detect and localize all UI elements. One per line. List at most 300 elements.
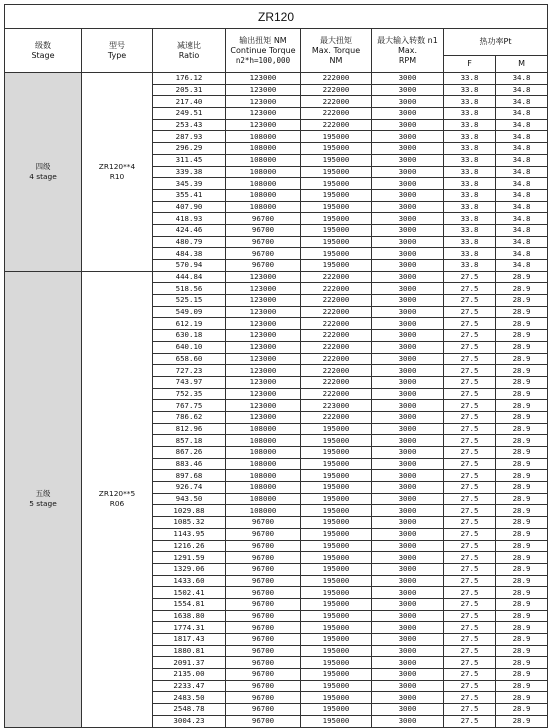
max-speed-cell: 3000 — [372, 447, 444, 459]
max-speed-cell: 3000 — [372, 470, 444, 482]
output-torque-cell: 108000 — [226, 201, 301, 213]
max-torque-cell: 222000 — [301, 306, 372, 318]
max-torque-cell: 195000 — [301, 154, 372, 166]
thermal-f-cell: 27.5 — [444, 283, 496, 295]
output-torque-cell: 123000 — [226, 271, 301, 283]
thermal-m-cell: 34.8 — [496, 131, 548, 143]
max-torque-cell: 222000 — [301, 73, 372, 85]
ratio-cell: 1817.43 — [153, 634, 226, 646]
output-torque-cell: 123000 — [226, 283, 301, 295]
thermal-m-cell: 28.9 — [496, 400, 548, 412]
header-type-cn: 型号 — [109, 40, 125, 50]
max-speed-cell: 3000 — [372, 540, 444, 552]
ratio-cell: 786.62 — [153, 411, 226, 423]
spec-table — [4, 4, 548, 728]
thermal-f-cell: 27.5 — [444, 540, 496, 552]
output-torque-cell: 96700 — [226, 634, 301, 646]
thermal-m-cell: 28.9 — [496, 470, 548, 482]
output-torque-cell: 96700 — [226, 610, 301, 622]
max-speed-cell: 3000 — [372, 400, 444, 412]
output-torque-cell: 123000 — [226, 96, 301, 108]
output-torque-cell: 123000 — [226, 84, 301, 96]
thermal-m-cell: 28.9 — [496, 645, 548, 657]
max-speed-cell: 3000 — [372, 248, 444, 260]
ratio-cell: 570.94 — [153, 260, 226, 272]
thermal-m-cell: 28.9 — [496, 493, 548, 505]
ratio-cell: 355.41 — [153, 189, 226, 201]
header-max-speed — [372, 29, 444, 73]
ratio-cell: 424.46 — [153, 224, 226, 236]
header-stage — [5, 29, 82, 73]
thermal-f-cell: 27.5 — [444, 704, 496, 716]
max-torque-cell: 195000 — [301, 528, 372, 540]
max-speed-cell: 3000 — [372, 610, 444, 622]
ratio-cell: 752.35 — [153, 388, 226, 400]
thermal-f-cell: 27.5 — [444, 563, 496, 575]
header-ratio-cn: 减速比 — [177, 40, 201, 50]
header-ratio — [153, 29, 226, 73]
ratio-cell: 407.90 — [153, 201, 226, 213]
stage-cell — [5, 271, 82, 727]
output-torque-cell: 108000 — [226, 505, 301, 517]
max-torque-cell: 195000 — [301, 552, 372, 564]
max-speed-cell: 3000 — [372, 552, 444, 564]
max-speed-cell: 3000 — [372, 388, 444, 400]
output-torque-cell: 108000 — [226, 189, 301, 201]
max-speed-cell: 3000 — [372, 330, 444, 342]
output-torque-cell: 108000 — [226, 493, 301, 505]
thermal-f-cell: 27.5 — [444, 400, 496, 412]
max-speed-cell: 3000 — [372, 505, 444, 517]
output-torque-cell: 96700 — [226, 715, 301, 727]
max-speed-cell: 3000 — [372, 119, 444, 131]
thermal-f-cell: 27.5 — [444, 505, 496, 517]
max-torque-cell: 195000 — [301, 213, 372, 225]
thermal-m-cell: 28.9 — [496, 587, 548, 599]
header-max-torque-unit: NM — [329, 55, 343, 65]
thermal-m-cell: 34.8 — [496, 73, 548, 85]
max-speed-cell: 3000 — [372, 669, 444, 681]
thermal-m-cell: 34.8 — [496, 154, 548, 166]
thermal-f-cell: 27.5 — [444, 657, 496, 669]
thermal-f-cell: 27.5 — [444, 458, 496, 470]
ratio-cell: 1329.06 — [153, 563, 226, 575]
thermal-f-cell: 27.5 — [444, 622, 496, 634]
thermal-f-cell: 27.5 — [444, 587, 496, 599]
stage-cell — [5, 73, 82, 272]
thermal-f-cell: 27.5 — [444, 353, 496, 365]
max-torque-cell: 195000 — [301, 715, 372, 727]
ratio-cell: 1880.81 — [153, 645, 226, 657]
thermal-m-cell: 28.9 — [496, 341, 548, 353]
ratio-cell: 743.97 — [153, 376, 226, 388]
max-torque-cell: 195000 — [301, 131, 372, 143]
thermal-m-cell: 34.8 — [496, 108, 548, 120]
output-torque-cell: 123000 — [226, 108, 301, 120]
ratio-cell: 287.93 — [153, 131, 226, 143]
thermal-f-cell: 33.8 — [444, 108, 496, 120]
output-torque-cell: 96700 — [226, 213, 301, 225]
thermal-m-cell: 28.9 — [496, 540, 548, 552]
max-speed-cell: 3000 — [372, 435, 444, 447]
thermal-f-cell: 27.5 — [444, 493, 496, 505]
ratio-cell: 296.29 — [153, 143, 226, 155]
thermal-f-cell: 27.5 — [444, 271, 496, 283]
thermal-f-cell: 27.5 — [444, 388, 496, 400]
ratio-cell: 630.18 — [153, 330, 226, 342]
ratio-cell: 217.40 — [153, 96, 226, 108]
ratio-cell: 727.23 — [153, 365, 226, 377]
max-speed-cell: 3000 — [372, 622, 444, 634]
max-speed-cell: 3000 — [372, 213, 444, 225]
max-speed-cell: 3000 — [372, 645, 444, 657]
header-thermal: 热功率Pt — [444, 29, 548, 56]
thermal-m-cell: 34.8 — [496, 201, 548, 213]
header-stage-cn: 级数 — [35, 40, 51, 50]
max-torque-cell: 223000 — [301, 400, 372, 412]
max-torque-cell: 195000 — [301, 236, 372, 248]
output-torque-cell: 123000 — [226, 365, 301, 377]
thermal-f-cell: 27.5 — [444, 680, 496, 692]
output-torque-cell: 108000 — [226, 470, 301, 482]
header-max-speed-en: Max. — [397, 45, 418, 55]
thermal-m-cell: 28.9 — [496, 563, 548, 575]
stage-en: 4 stage — [29, 171, 57, 181]
thermal-m-cell: 28.9 — [496, 517, 548, 529]
thermal-m-cell: 28.9 — [496, 575, 548, 587]
output-torque-cell: 108000 — [226, 423, 301, 435]
thermal-m-cell: 28.9 — [496, 528, 548, 540]
thermal-f-cell: 33.8 — [444, 166, 496, 178]
max-torque-cell: 195000 — [301, 470, 372, 482]
ratio-cell: 1143.95 — [153, 528, 226, 540]
thermal-f-cell: 27.5 — [444, 598, 496, 610]
thermal-m-cell: 28.9 — [496, 330, 548, 342]
max-torque-cell: 195000 — [301, 645, 372, 657]
output-torque-cell: 96700 — [226, 587, 301, 599]
max-torque-cell: 195000 — [301, 178, 372, 190]
thermal-f-cell: 33.8 — [444, 119, 496, 131]
max-torque-cell: 222000 — [301, 108, 372, 120]
thermal-f-cell: 27.5 — [444, 365, 496, 377]
ratio-cell: 311.45 — [153, 154, 226, 166]
max-torque-cell: 222000 — [301, 271, 372, 283]
output-torque-cell: 123000 — [226, 318, 301, 330]
ratio-cell: 3004.23 — [153, 715, 226, 727]
output-torque-cell: 108000 — [226, 178, 301, 190]
header-output-torque — [226, 29, 301, 73]
ratio-cell: 897.68 — [153, 470, 226, 482]
ratio-cell: 1554.81 — [153, 598, 226, 610]
thermal-f-cell: 33.8 — [444, 154, 496, 166]
thermal-m-cell: 34.8 — [496, 96, 548, 108]
max-torque-cell: 195000 — [301, 575, 372, 587]
header-max-speed-unit: RPM — [398, 55, 417, 65]
thermal-f-cell: 27.5 — [444, 447, 496, 459]
thermal-f-cell: 27.5 — [444, 376, 496, 388]
output-torque-cell: 96700 — [226, 704, 301, 716]
output-torque-cell: 96700 — [226, 236, 301, 248]
thermal-m-cell: 28.9 — [496, 365, 548, 377]
max-speed-cell: 3000 — [372, 341, 444, 353]
max-torque-cell: 222000 — [301, 388, 372, 400]
thermal-f-cell: 27.5 — [444, 528, 496, 540]
thermal-m-cell: 28.9 — [496, 692, 548, 704]
max-torque-cell: 222000 — [301, 330, 372, 342]
output-torque-cell: 96700 — [226, 540, 301, 552]
thermal-m-cell: 28.9 — [496, 423, 548, 435]
ratio-cell: 2483.50 — [153, 692, 226, 704]
table-row — [5, 271, 548, 283]
max-speed-cell: 3000 — [372, 84, 444, 96]
output-torque-cell: 96700 — [226, 563, 301, 575]
thermal-m-cell: 28.9 — [496, 622, 548, 634]
max-speed-cell: 3000 — [372, 598, 444, 610]
max-speed-cell: 3000 — [372, 528, 444, 540]
max-torque-cell: 195000 — [301, 610, 372, 622]
thermal-m-cell: 28.9 — [496, 447, 548, 459]
output-torque-cell: 123000 — [226, 400, 301, 412]
output-torque-cell: 96700 — [226, 645, 301, 657]
thermal-f-cell: 27.5 — [444, 341, 496, 353]
ratio-cell: 658.60 — [153, 353, 226, 365]
type-model: ZR120**5 — [98, 489, 136, 499]
max-speed-cell: 3000 — [372, 236, 444, 248]
thermal-f-cell: 33.8 — [444, 73, 496, 85]
max-torque-cell: 222000 — [301, 353, 372, 365]
thermal-f-cell: 27.5 — [444, 423, 496, 435]
thermal-m-cell: 34.8 — [496, 248, 548, 260]
ratio-cell: 926.74 — [153, 482, 226, 494]
output-torque-cell: 123000 — [226, 388, 301, 400]
thermal-m-cell: 28.9 — [496, 598, 548, 610]
output-torque-cell: 108000 — [226, 447, 301, 459]
ratio-cell: 1638.80 — [153, 610, 226, 622]
max-speed-cell: 3000 — [372, 458, 444, 470]
thermal-m-cell: 34.8 — [496, 224, 548, 236]
max-torque-cell: 195000 — [301, 248, 372, 260]
output-torque-cell: 96700 — [226, 224, 301, 236]
max-speed-cell: 3000 — [372, 271, 444, 283]
ratio-cell: 418.93 — [153, 213, 226, 225]
thermal-f-cell: 27.5 — [444, 306, 496, 318]
output-torque-cell: 123000 — [226, 411, 301, 423]
header-output-torque-en: Continue Torque — [230, 45, 296, 55]
max-torque-cell: 222000 — [301, 341, 372, 353]
thermal-f-cell: 33.8 — [444, 260, 496, 272]
output-torque-cell: 96700 — [226, 575, 301, 587]
stage-cn: 五级 — [35, 489, 51, 499]
max-speed-cell: 3000 — [372, 260, 444, 272]
max-speed-cell: 3000 — [372, 131, 444, 143]
ratio-cell: 857.18 — [153, 435, 226, 447]
thermal-f-cell: 27.5 — [444, 610, 496, 622]
output-torque-cell: 96700 — [226, 517, 301, 529]
thermal-m-cell: 28.9 — [496, 435, 548, 447]
ratio-cell: 205.31 — [153, 84, 226, 96]
output-torque-cell: 108000 — [226, 482, 301, 494]
header-ratio-en: Ratio — [178, 50, 200, 60]
max-speed-cell: 3000 — [372, 201, 444, 213]
max-torque-cell: 195000 — [301, 657, 372, 669]
header-max-torque — [301, 29, 372, 73]
max-speed-cell: 3000 — [372, 96, 444, 108]
ratio-cell: 1029.88 — [153, 505, 226, 517]
max-speed-cell: 3000 — [372, 376, 444, 388]
thermal-f-cell: 33.8 — [444, 248, 496, 260]
max-torque-cell: 195000 — [301, 622, 372, 634]
thermal-m-cell: 28.9 — [496, 669, 548, 681]
max-speed-cell: 3000 — [372, 73, 444, 85]
ratio-cell: 767.75 — [153, 400, 226, 412]
thermal-f-cell: 27.5 — [444, 330, 496, 342]
thermal-m-cell: 28.9 — [496, 680, 548, 692]
output-torque-cell: 123000 — [226, 295, 301, 307]
output-torque-cell: 96700 — [226, 622, 301, 634]
max-torque-cell: 222000 — [301, 376, 372, 388]
max-torque-cell: 195000 — [301, 540, 372, 552]
thermal-m-cell: 34.8 — [496, 236, 548, 248]
output-torque-cell: 96700 — [226, 669, 301, 681]
max-speed-cell: 3000 — [372, 493, 444, 505]
thermal-f-cell: 27.5 — [444, 295, 496, 307]
type-model: ZR120**4 — [98, 161, 136, 171]
max-torque-cell: 195000 — [301, 517, 372, 529]
thermal-f-cell: 27.5 — [444, 634, 496, 646]
thermal-f-cell: 33.8 — [444, 213, 496, 225]
ratio-cell: 1433.60 — [153, 575, 226, 587]
max-speed-cell: 3000 — [372, 692, 444, 704]
output-torque-cell: 108000 — [226, 154, 301, 166]
ratio-cell: 339.38 — [153, 166, 226, 178]
thermal-m-cell: 28.9 — [496, 657, 548, 669]
thermal-f-cell: 27.5 — [444, 470, 496, 482]
thermal-m-cell: 28.9 — [496, 610, 548, 622]
header-output-torque-note: n2*h=100,000 — [235, 55, 291, 65]
thermal-m-cell: 28.9 — [496, 306, 548, 318]
max-speed-cell: 3000 — [372, 108, 444, 120]
header-thermal-m: M — [496, 56, 548, 73]
thermal-f-cell: 33.8 — [444, 143, 496, 155]
spec-sheet — [4, 4, 547, 728]
max-speed-cell: 3000 — [372, 423, 444, 435]
max-torque-cell: 222000 — [301, 318, 372, 330]
thermal-m-cell: 28.9 — [496, 634, 548, 646]
max-speed-cell: 3000 — [372, 295, 444, 307]
table-row — [5, 73, 548, 85]
output-torque-cell: 96700 — [226, 598, 301, 610]
ratio-cell: 345.39 — [153, 178, 226, 190]
ratio-cell: 2233.47 — [153, 680, 226, 692]
max-speed-cell: 3000 — [372, 283, 444, 295]
header-max-torque-cn: 最大扭矩 — [320, 35, 352, 45]
output-torque-cell: 96700 — [226, 552, 301, 564]
max-speed-cell: 3000 — [372, 306, 444, 318]
ratio-cell: 549.09 — [153, 306, 226, 318]
stage-cn: 四级 — [35, 161, 51, 171]
max-torque-cell: 195000 — [301, 458, 372, 470]
max-torque-cell: 222000 — [301, 119, 372, 131]
thermal-m-cell: 28.9 — [496, 552, 548, 564]
thermal-f-cell: 27.5 — [444, 411, 496, 423]
max-torque-cell: 195000 — [301, 423, 372, 435]
header-output-torque-cn: 输出扭矩 NM — [239, 35, 287, 45]
output-torque-cell: 96700 — [226, 260, 301, 272]
max-torque-cell: 195000 — [301, 505, 372, 517]
max-torque-cell: 222000 — [301, 411, 372, 423]
thermal-m-cell: 34.8 — [496, 178, 548, 190]
max-torque-cell: 195000 — [301, 447, 372, 459]
thermal-f-cell: 27.5 — [444, 575, 496, 587]
thermal-m-cell: 34.8 — [496, 166, 548, 178]
thermal-m-cell: 28.9 — [496, 271, 548, 283]
max-speed-cell: 3000 — [372, 517, 444, 529]
max-torque-cell: 195000 — [301, 669, 372, 681]
max-speed-cell: 3000 — [372, 704, 444, 716]
thermal-m-cell: 28.9 — [496, 704, 548, 716]
thermal-m-cell: 28.9 — [496, 283, 548, 295]
ratio-cell: 1216.26 — [153, 540, 226, 552]
max-torque-cell: 195000 — [301, 482, 372, 494]
max-torque-cell: 195000 — [301, 692, 372, 704]
thermal-m-cell: 28.9 — [496, 376, 548, 388]
output-torque-cell: 123000 — [226, 341, 301, 353]
thermal-m-cell: 28.9 — [496, 482, 548, 494]
thermal-m-cell: 34.8 — [496, 143, 548, 155]
max-speed-cell: 3000 — [372, 680, 444, 692]
max-speed-cell: 3000 — [372, 224, 444, 236]
ratio-cell: 867.26 — [153, 447, 226, 459]
thermal-f-cell: 33.8 — [444, 236, 496, 248]
max-torque-cell: 195000 — [301, 224, 372, 236]
output-torque-cell: 108000 — [226, 166, 301, 178]
output-torque-cell: 96700 — [226, 657, 301, 669]
ratio-cell: 1774.31 — [153, 622, 226, 634]
thermal-f-cell: 27.5 — [444, 552, 496, 564]
thermal-f-cell: 27.5 — [444, 669, 496, 681]
thermal-m-cell: 28.9 — [496, 411, 548, 423]
output-torque-cell: 96700 — [226, 528, 301, 540]
max-speed-cell: 3000 — [372, 353, 444, 365]
thermal-m-cell: 28.9 — [496, 388, 548, 400]
ratio-cell: 2135.00 — [153, 669, 226, 681]
thermal-f-cell: 33.8 — [444, 96, 496, 108]
type-suffix: R06 — [109, 499, 125, 509]
output-torque-cell: 123000 — [226, 330, 301, 342]
thermal-f-cell: 27.5 — [444, 517, 496, 529]
max-speed-cell: 3000 — [372, 318, 444, 330]
thermal-f-cell: 27.5 — [444, 318, 496, 330]
max-torque-cell: 195000 — [301, 587, 372, 599]
ratio-cell: 480.79 — [153, 236, 226, 248]
max-torque-cell: 222000 — [301, 295, 372, 307]
output-torque-cell: 123000 — [226, 376, 301, 388]
ratio-cell: 612.19 — [153, 318, 226, 330]
max-torque-cell: 195000 — [301, 143, 372, 155]
thermal-f-cell: 33.8 — [444, 84, 496, 96]
thermal-m-cell: 34.8 — [496, 189, 548, 201]
output-torque-cell: 123000 — [226, 73, 301, 85]
output-torque-cell: 108000 — [226, 131, 301, 143]
max-speed-cell: 3000 — [372, 587, 444, 599]
max-torque-cell: 195000 — [301, 680, 372, 692]
max-speed-cell: 3000 — [372, 143, 444, 155]
type-cell — [82, 271, 153, 727]
max-speed-cell: 3000 — [372, 166, 444, 178]
stage-en: 5 stage — [29, 499, 57, 509]
output-torque-cell: 123000 — [226, 119, 301, 131]
max-torque-cell: 195000 — [301, 598, 372, 610]
